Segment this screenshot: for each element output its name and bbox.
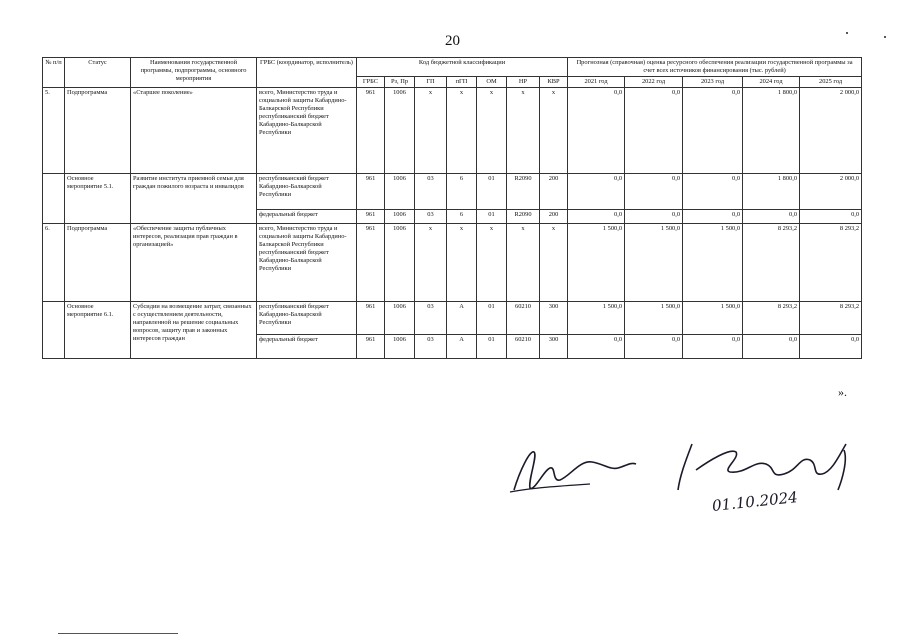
- cell-rzpr: 1006: [385, 302, 415, 335]
- cell-rzpr: 1006: [385, 88, 415, 174]
- row-name: Развитие института приемной семьи для граждан пожилого возраста и инвалидов: [131, 174, 257, 224]
- row-status: Основное мероприятие 6.1.: [65, 302, 131, 359]
- cell-2021: 0,0: [568, 210, 625, 224]
- cell-kvr: 300: [540, 302, 568, 335]
- cell-kvr: х: [540, 88, 568, 174]
- cell-2022: 0,0: [625, 210, 683, 224]
- cell-2023: 0,0: [683, 335, 743, 359]
- table-row: [43, 88, 862, 174]
- cell-rzpr: 1006: [385, 335, 415, 359]
- row-num: 6.: [43, 224, 65, 302]
- cell-2024: 1 800,0: [743, 174, 800, 210]
- cell-gp: х: [415, 88, 447, 174]
- cell-2021: 1 500,0: [568, 224, 625, 302]
- cell-nr: 60210: [507, 335, 540, 359]
- row-num: [43, 302, 65, 359]
- cell-nr: х: [507, 88, 540, 174]
- header-grbs-coordinator: ГРБС (координатор, исполнитель): [257, 58, 357, 88]
- header-budget-code: Код бюджетной классификации: [357, 58, 568, 77]
- cell-2021: 1 500,0: [568, 302, 625, 335]
- cell-2022: 0,0: [625, 174, 683, 210]
- cell-rzpr: 1006: [385, 224, 415, 302]
- cell-2024: 8 293,2: [743, 224, 800, 302]
- cell-pgp: 6: [447, 174, 477, 210]
- header-status: Статус: [65, 58, 131, 88]
- row-source: республиканский бюджет Кабардино-Балкарской Республики: [257, 302, 357, 335]
- cell-2023: 1 500,0: [683, 302, 743, 335]
- row-source: всего, Министерство труда и социальной защиты Кабардино-Балкарской Республики республиканский бюджет Кабардино-Балкарской Республики: [257, 224, 357, 302]
- cell-gp: 03: [415, 335, 447, 359]
- cell-2025: 0,0: [800, 210, 862, 224]
- cell-grbs: 961: [357, 335, 385, 359]
- subheader-rzpr: Рз, Пр: [385, 77, 415, 88]
- subheader-nr: НР: [507, 77, 540, 88]
- cell-nr: R2090: [507, 174, 540, 210]
- cell-kvr: 200: [540, 210, 568, 224]
- cell-2025: 0,0: [800, 335, 862, 359]
- cell-2024: 1 800,0: [743, 88, 800, 174]
- cell-2023: 0,0: [683, 210, 743, 224]
- row-num: 5.: [43, 88, 65, 174]
- cell-2025: 8 293,2: [800, 224, 862, 302]
- cell-gp: 03: [415, 174, 447, 210]
- row-status: Подпрограмма: [65, 224, 131, 302]
- table-row: [43, 174, 862, 210]
- cell-gp: 03: [415, 302, 447, 335]
- cell-2022: 1 500,0: [625, 302, 683, 335]
- cell-nr: R2090: [507, 210, 540, 224]
- handwritten-signatures: [500, 430, 880, 520]
- subheader-year-2024: 2024 год: [743, 77, 800, 88]
- row-status: Основное мероприятие 5.1.: [65, 174, 131, 224]
- subheader-year-2025: 2025 год: [800, 77, 862, 88]
- cell-rzpr: 1006: [385, 174, 415, 210]
- cell-2024: 8 293,2: [743, 302, 800, 335]
- cell-grbs: 961: [357, 174, 385, 210]
- cell-kvr: 300: [540, 335, 568, 359]
- cell-grbs: 961: [357, 210, 385, 224]
- signature-right: [678, 444, 846, 490]
- cell-pgp: А: [447, 302, 477, 335]
- scan-dot: [884, 36, 886, 38]
- cell-nr: 60210: [507, 302, 540, 335]
- cell-grbs: 961: [357, 302, 385, 335]
- row-name: Субсидии на возмещение затрат, связанных с осуществлением деятельности, направленной на решение социальных вопросов, защиту прав и законных интересов граждан: [131, 302, 257, 359]
- row-source: республиканский бюджет Кабардино-Балкарской Республики: [257, 174, 357, 210]
- cell-2023: 0,0: [683, 174, 743, 210]
- header-num: № п/п: [43, 58, 65, 88]
- cell-gp: 03: [415, 210, 447, 224]
- cell-pgp: х: [447, 88, 477, 174]
- cell-2022: 1 500,0: [625, 224, 683, 302]
- cell-grbs: 961: [357, 88, 385, 174]
- subheader-gp: ГП: [415, 77, 447, 88]
- row-status: Подпрограмма: [65, 88, 131, 174]
- page-number: 20: [445, 33, 460, 49]
- cell-pgp: х: [447, 224, 477, 302]
- cell-rzpr: 1006: [385, 210, 415, 224]
- cell-2025: 2 000,0: [800, 174, 862, 210]
- signature-date: 01.10.2024: [711, 488, 799, 515]
- cell-2022: 0,0: [625, 335, 683, 359]
- cell-2025: 2 000,0: [800, 88, 862, 174]
- cell-2022: 0,0: [625, 88, 683, 174]
- header-name: Наименования государственной программы, подпрограммы, основного мероприятия: [131, 58, 257, 88]
- cell-2023: 1 500,0: [683, 224, 743, 302]
- cell-2024: 0,0: [743, 335, 800, 359]
- cell-2023: 0,0: [683, 88, 743, 174]
- cell-om: 01: [477, 174, 507, 210]
- subheader-kvr: КВР: [540, 77, 568, 88]
- subheader-grbs: ГРБС: [357, 77, 385, 88]
- subheader-year-2022: 2022 год: [625, 77, 683, 88]
- header-forecast: Прогнозная (справочная) оценка ресурсного обеспечения реализации государственной программы за счет всех источников финансирования (тыс. рублей): [568, 58, 862, 77]
- table-row: [43, 302, 862, 335]
- scan-dot: [846, 32, 848, 34]
- cell-2021: 0,0: [568, 88, 625, 174]
- cell-pgp: А: [447, 335, 477, 359]
- row-source: федеральный бюджет: [257, 335, 357, 359]
- cell-gp: х: [415, 224, 447, 302]
- cell-2024: 0,0: [743, 210, 800, 224]
- row-source: федеральный бюджет: [257, 210, 357, 224]
- cell-om: х: [477, 88, 507, 174]
- cell-kvr: 200: [540, 174, 568, 210]
- cell-kvr: х: [540, 224, 568, 302]
- subheader-pgp: пГП: [447, 77, 477, 88]
- cell-om: х: [477, 224, 507, 302]
- row-name: «Обеспечение защиты публичных интересов, реализация прав граждан в организацией»: [131, 224, 257, 302]
- cell-pgp: 6: [447, 210, 477, 224]
- signature-left: [514, 452, 636, 490]
- bottom-divider: [58, 633, 178, 634]
- row-source: всего, Министерство труда и социальной защиты Кабардино-Балкарской Республики республиканский бюджет Кабардино-Балкарской Республики: [257, 88, 357, 174]
- cell-grbs: 961: [357, 224, 385, 302]
- closing-mark: ».: [838, 385, 847, 399]
- row-num: [43, 174, 65, 224]
- cell-om: 01: [477, 210, 507, 224]
- cell-2021: 0,0: [568, 174, 625, 210]
- budget-table: [42, 57, 862, 359]
- table-row: [43, 224, 862, 302]
- subheader-year-2023: 2023 год: [683, 77, 743, 88]
- subheader-year-2021: 2021 год: [568, 77, 625, 88]
- cell-om: 01: [477, 335, 507, 359]
- cell-om: 01: [477, 302, 507, 335]
- cell-nr: х: [507, 224, 540, 302]
- row-name: «Старшее поколение»: [131, 88, 257, 174]
- subheader-om: ОМ: [477, 77, 507, 88]
- cell-2021: 0,0: [568, 335, 625, 359]
- cell-2025: 8 293,2: [800, 302, 862, 335]
